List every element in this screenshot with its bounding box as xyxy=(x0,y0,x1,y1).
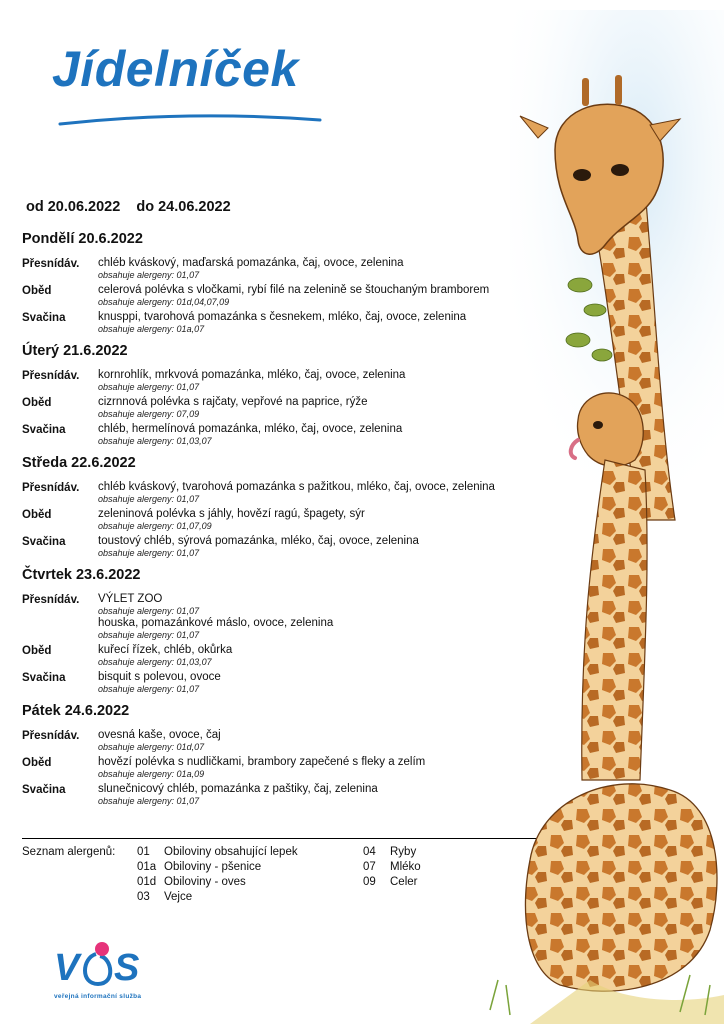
dish-text: bisquit s polevou, ovoce xyxy=(98,671,221,683)
dish-text: cizrnnová polévka s rajčaty, vepřové na paprice, rýže xyxy=(98,396,368,408)
allergen-name: Ryby xyxy=(390,846,417,858)
allergen-note: obsahuje alergeny: 01d,07 xyxy=(98,742,205,752)
allergen-code: 01d xyxy=(137,876,157,888)
allergen-note: obsahuje alergeny: 01,07 xyxy=(98,494,200,504)
meal-label: Svačina xyxy=(22,784,66,796)
meal-label: Oběd xyxy=(22,757,52,769)
meal-row xyxy=(22,284,542,308)
legend-row xyxy=(137,890,298,905)
dish-text: chléb, hermelínová pomazánka, mléko, čaj, ovoce, zelenina xyxy=(98,423,403,435)
meal-row xyxy=(22,729,542,753)
allergen-note: obsahuje alergeny: 01,07 xyxy=(98,796,200,806)
meal-label: Svačina xyxy=(22,424,66,436)
meal-label: Přesnídáv. xyxy=(22,594,80,606)
dish-text: hovězí polévka s nudličkami, brambory zapečené s fleky a zelím xyxy=(98,756,426,768)
allergen-name: Obiloviny - pšenice xyxy=(164,861,262,873)
logo-mark-left: V xyxy=(54,947,80,989)
page-title: Jídelníček xyxy=(52,41,299,97)
title-underline xyxy=(58,108,323,128)
day-section xyxy=(22,565,542,695)
day-section xyxy=(22,453,542,559)
allergen-note: obsahuje alergeny: 01d,04,07,09 xyxy=(98,297,230,307)
menu-period xyxy=(26,199,243,215)
meal-row xyxy=(22,593,542,641)
allergen-code: 07 xyxy=(363,861,376,873)
legend-row xyxy=(137,875,298,890)
allergen-name: Mléko xyxy=(390,861,421,873)
meal-row xyxy=(22,396,542,420)
allergen-note: obsahuje alergeny: 01,07 xyxy=(98,548,200,558)
day-title: Úterý 21.6.2022 xyxy=(22,343,128,359)
legend-row xyxy=(363,875,421,890)
meal-label: Svačina xyxy=(22,312,66,324)
allergen-note: obsahuje alergeny: 01,07 xyxy=(98,382,200,392)
day-section xyxy=(22,341,542,447)
dish-text: VÝLET ZOO xyxy=(98,593,163,605)
dish-text: knusppi, tvarohová pomazánka s česnekem, mléko, čaj, ovoce, zelenina xyxy=(98,311,467,323)
allergen-code: 03 xyxy=(137,891,150,903)
allergen-name: Obiloviny obsahující lepek xyxy=(164,846,298,858)
date-from: od 20.06.2022 xyxy=(26,199,121,215)
dish-text: zeleninová polévka s jáhly, hovězí ragú, špagety, sýr xyxy=(98,508,365,520)
meal-row xyxy=(22,508,542,532)
meal-label: Přesnídáv. xyxy=(22,370,80,382)
allergen-note: obsahuje alergeny: 01,07,09 xyxy=(98,521,212,531)
allergen-code: 09 xyxy=(363,876,376,888)
dish-text: kornrohlík, mrkvová pomazánka, mléko, čaj, ovoce, zelenina xyxy=(98,369,406,381)
meal-label: Svačina xyxy=(22,536,66,548)
meal-row xyxy=(22,257,542,281)
giraffe-illustration xyxy=(470,0,724,1024)
allergen-note: obsahuje alergeny: 01,07 xyxy=(98,606,200,616)
dish-text: celerová polévka s vločkami, rybí filé na zelenině se štouchaným bramborem xyxy=(98,284,490,296)
meal-label: Přesnídáv. xyxy=(22,482,80,494)
logo-mark-right: S xyxy=(114,947,140,989)
day-section xyxy=(22,229,542,335)
allergen-note: obsahuje alergeny: 01,03,07 xyxy=(98,436,212,446)
meal-label: Oběd xyxy=(22,285,52,297)
allergen-note: obsahuje alergeny: 01,07 xyxy=(98,270,200,280)
dish-text: chléb kváskový, maďarská pomazánka, čaj, ovoce, zelenina xyxy=(98,257,404,269)
day-title: Středa 22.6.2022 xyxy=(22,455,136,471)
meal-label: Oběd xyxy=(22,397,52,409)
legend-row xyxy=(137,860,298,875)
dish-text: toustový chléb, sýrová pomazánka, mléko, čaj, ovoce, zelenina xyxy=(98,535,419,547)
day-title: Čtvrtek 23.6.2022 xyxy=(22,567,141,583)
allergen-code: 04 xyxy=(363,846,376,858)
allergen-note: obsahuje alergeny: 07,09 xyxy=(98,409,200,419)
legend-row xyxy=(137,845,298,860)
meal-label: Přesnídáv. xyxy=(22,730,80,742)
day-title: Pátek 24.6.2022 xyxy=(22,703,130,719)
day-section xyxy=(22,701,542,807)
meal-row xyxy=(22,783,542,807)
meal-row xyxy=(22,369,542,393)
allergen-name: Vejce xyxy=(164,891,193,903)
allergen-name: Obiloviny - oves xyxy=(164,876,246,888)
allergen-note: obsahuje alergeny: 01a,07 xyxy=(98,324,205,334)
allergen-name: Celer xyxy=(390,876,418,888)
day-title: Pondělí 20.6.2022 xyxy=(22,231,143,247)
meal-row xyxy=(22,481,542,505)
vis-logo xyxy=(54,940,154,992)
meal-label: Oběd xyxy=(22,509,52,521)
meal-row xyxy=(22,423,542,447)
meal-row xyxy=(22,311,542,335)
allergen-note: obsahuje alergeny: 01a,09 xyxy=(98,769,205,779)
allergen-note: obsahuje alergeny: 01,07 xyxy=(98,630,200,640)
dish-text: slunečnicový chléb, pomazánka z paštiky, čaj, zelenina xyxy=(98,783,378,795)
dish-text: ovesná kaše, ovoce, čaj xyxy=(98,729,221,741)
dish-text: chléb kváskový, tvarohová pomazánka s pažitkou, mléko, čaj, ovoce, zelenina xyxy=(98,481,495,493)
legend-row xyxy=(363,845,421,860)
legend-row xyxy=(363,860,421,875)
allergen-code: 01 xyxy=(137,846,150,858)
meal-label: Svačina xyxy=(22,672,66,684)
meal-row xyxy=(22,644,542,668)
legend-column xyxy=(137,845,298,905)
legend-column xyxy=(363,845,421,890)
weekly-menu xyxy=(22,229,542,813)
legend-label: Seznam alergenů: xyxy=(22,846,116,858)
date-to: do 24.06.2022 xyxy=(136,199,231,215)
meal-label: Přesnídáv. xyxy=(22,258,80,270)
allergen-code: 01a xyxy=(137,861,157,873)
meal-row xyxy=(22,535,542,559)
dish-text: houska, pomazánkové máslo, ovoce, zelenina xyxy=(98,617,334,629)
allergen-note: obsahuje alergeny: 01,03,07 xyxy=(98,657,212,667)
dish-text: kuřecí řízek, chléb, okůrka xyxy=(98,644,233,656)
allergen-note: obsahuje alergeny: 01,07 xyxy=(98,684,200,694)
meal-label: Oběd xyxy=(22,645,52,657)
logo-tagline: veřejná informační služba xyxy=(54,993,142,1000)
meal-row xyxy=(22,756,542,780)
meal-row xyxy=(22,671,542,695)
